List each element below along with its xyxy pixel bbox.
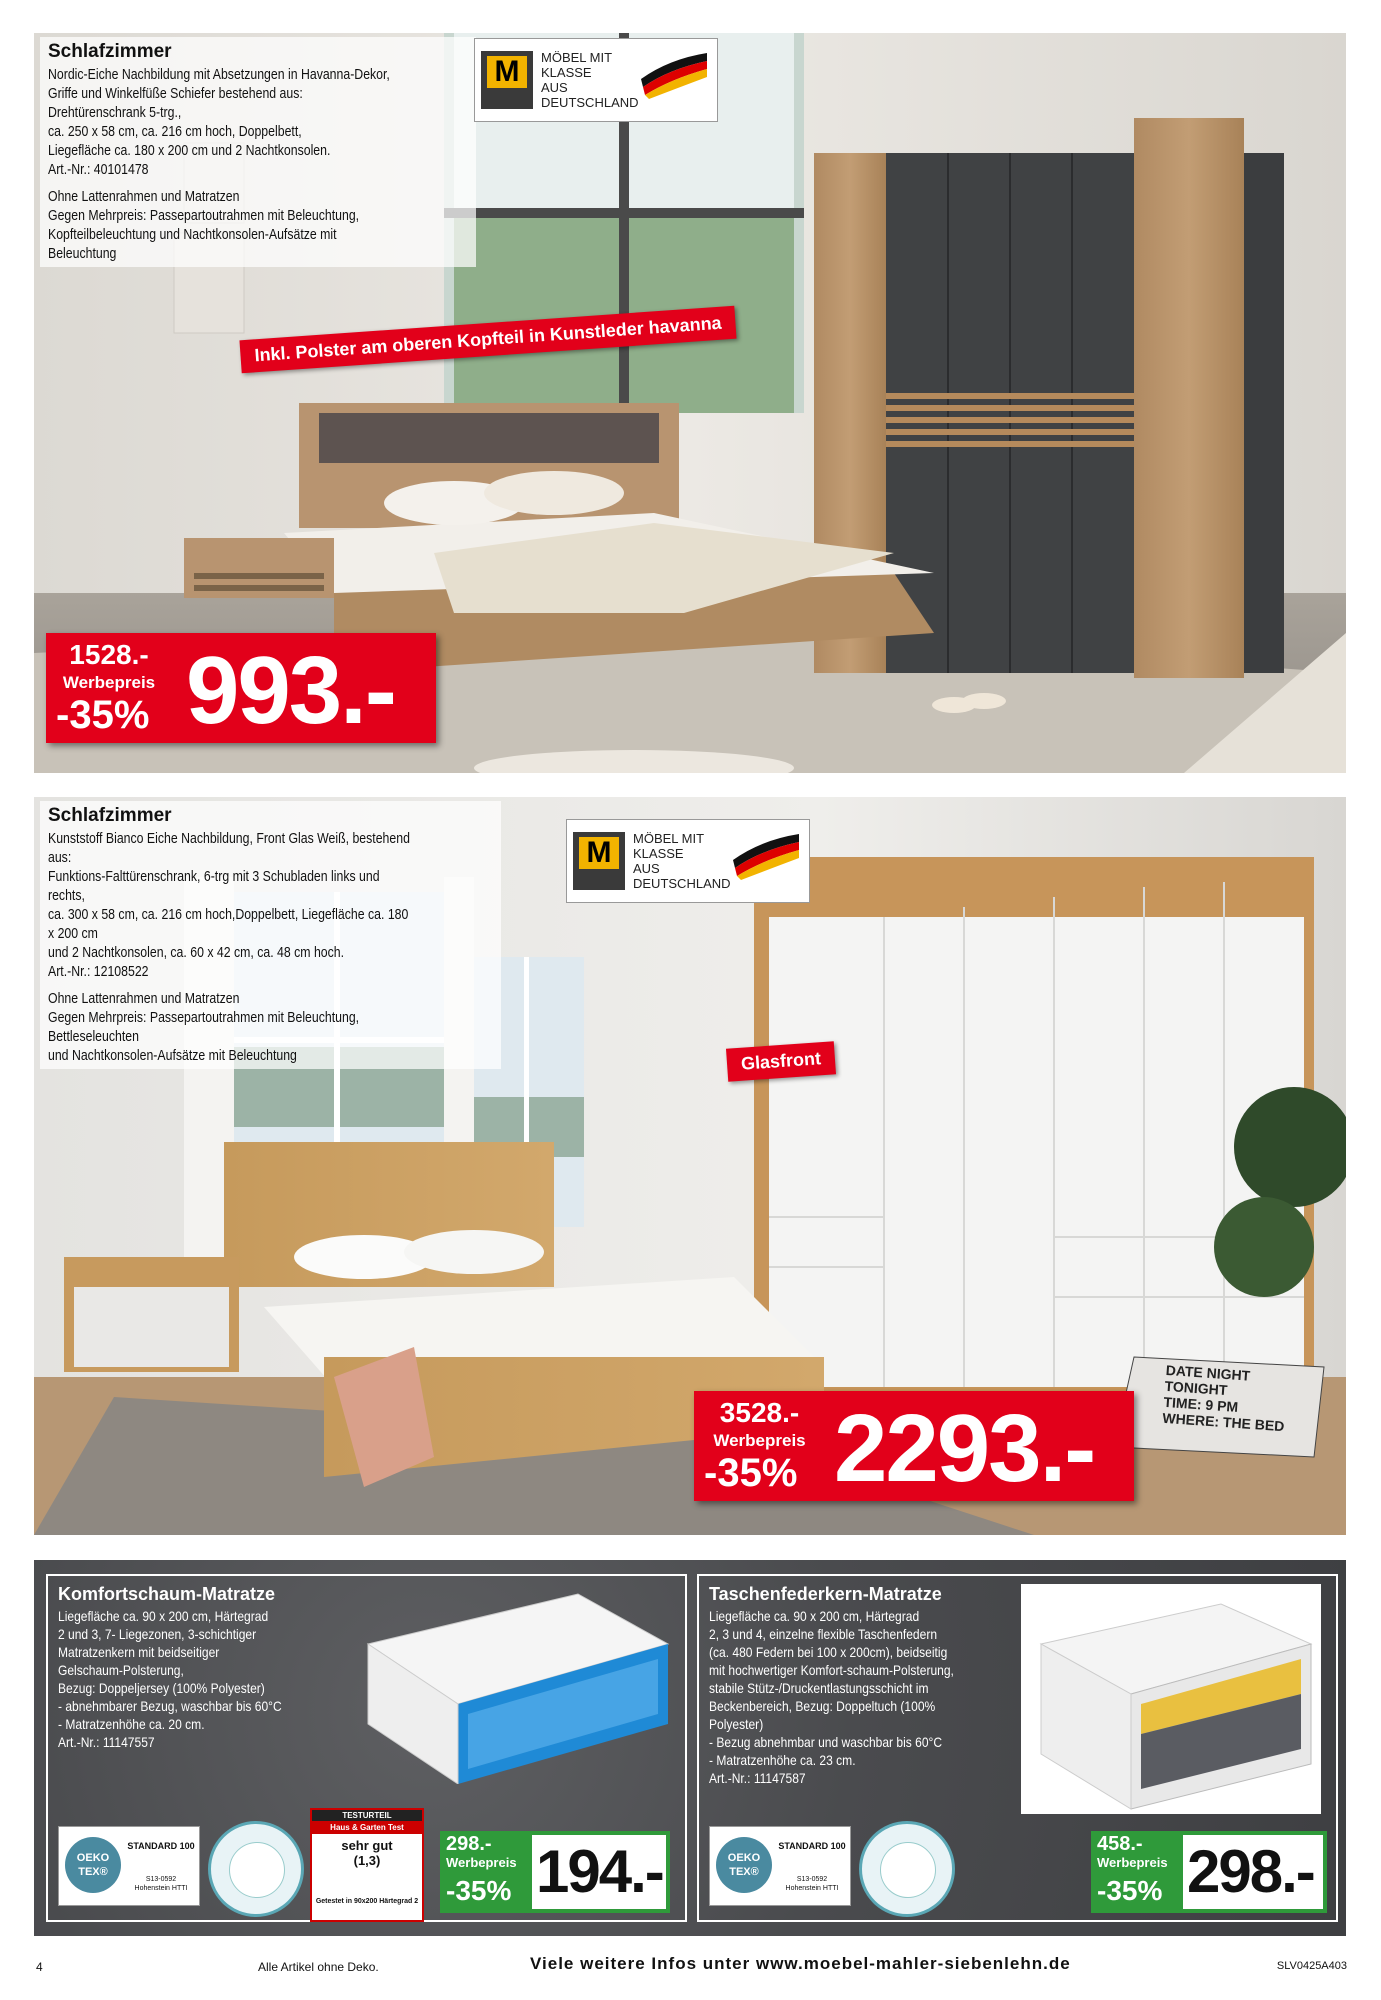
mattress1-price-box bbox=[440, 1831, 670, 1913]
mattress2-text bbox=[709, 1584, 1009, 1787]
desc-line: Gegen Mehrpreis: Passepartoutrahmen mit Beleuchtung, Bettleseleuchten bbox=[48, 1009, 360, 1045]
price-label: Werbepreis bbox=[62, 673, 156, 692]
mattress1-title: Komfortschaum-Matratze bbox=[58, 1584, 276, 1604]
pocket-spring-mattress-image bbox=[1021, 1584, 1321, 1814]
bedroom1-panel bbox=[34, 33, 1346, 773]
bedroom2-title: Schlafzimmer bbox=[48, 805, 172, 826]
desc-line: Griffe und Winkelfüße Schiefer bestehend aus: Drehtürenschrank 5-trg., bbox=[48, 85, 303, 121]
bedroom2-price-box bbox=[694, 1391, 1134, 1501]
glassfront-banner: Glasfront bbox=[726, 1041, 836, 1081]
old-price: 3528.- bbox=[719, 1397, 800, 1428]
desc-line: Nordic-Eiche Nachbildung mit Absetzungen in Havanna-Dekor, bbox=[48, 66, 390, 83]
foam-mattress-image bbox=[348, 1584, 678, 1784]
desc-line: Bezug: Doppeljersey (100% Polyester) bbox=[58, 1680, 265, 1696]
new-price: 2293.- bbox=[834, 1395, 1095, 1502]
mattress2-desc bbox=[709, 1607, 967, 1787]
desc-line: ca. 300 x 58 cm, ca. 216 cm hoch,Doppelbett, Liegefläche ca. 180 x 200 cm bbox=[48, 906, 409, 942]
new-price: 194.- bbox=[536, 1838, 663, 1905]
old-price: 298.- bbox=[446, 1833, 492, 1855]
mattress1-card bbox=[46, 1574, 687, 1922]
oeko-tex-icon: OEKO TEX® bbox=[716, 1837, 772, 1893]
m-logo: M bbox=[573, 832, 625, 890]
desc-line: Matratzenkern mit beidseitiger bbox=[58, 1644, 220, 1660]
quality-seal-icon bbox=[208, 1821, 304, 1917]
desc-line: Art.-Nr.: 11147557 bbox=[58, 1734, 155, 1750]
page-number: 4 bbox=[36, 1960, 43, 1974]
old-price: 458.- bbox=[1097, 1833, 1143, 1855]
german-flag-swoosh-icon bbox=[639, 49, 709, 99]
desc-line: Liegefläche ca. 90 x 200 cm, Härtegrad bbox=[58, 1608, 269, 1624]
test-award: TESTURTEIL Haus & Garten Test sehr gut (1,3) Getestet in 90x200 Härtegrad 2 bbox=[310, 1808, 424, 1922]
footer-note: Alle Artikel ohne Deko. bbox=[258, 1960, 379, 1974]
old-price: 1528.- bbox=[69, 639, 149, 670]
oeko-standard: STANDARD 100 bbox=[127, 1841, 195, 1851]
desc-line: 2, 3 und 4, einzelne flexible Taschenfedern bbox=[709, 1626, 938, 1642]
desc-line: ca. 250 x 58 cm, ca. 216 cm hoch, Doppelbett, bbox=[48, 123, 302, 140]
bedroom1-title: Schlafzimmer bbox=[48, 41, 172, 62]
desc-line: Gelschaum-Polsterung, bbox=[58, 1662, 184, 1678]
desc-line: und 2 Nachtkonsolen, ca. 60 x 42 cm, ca. 48 cm hoch. bbox=[48, 944, 345, 961]
desc-line: - Matratzenhöhe ca. 23 cm. bbox=[709, 1752, 856, 1768]
desc-line: Beckenbereich, Bezug: Doppeltuch (100% Polyester) bbox=[709, 1698, 936, 1732]
footer-info: Viele weitere Infos unter www.moebel-mahler-siebenlehn.de bbox=[530, 1954, 1071, 1973]
desc-line: Liegefläche ca. 90 x 200 cm, Härtegrad bbox=[709, 1608, 920, 1624]
desc-line: und Nachtkonsolen-Aufsätze mit Beleuchtung bbox=[48, 1047, 297, 1064]
new-price: 298.- bbox=[1187, 1838, 1314, 1905]
desc-line: Art.-Nr.: 12108522 bbox=[48, 963, 149, 980]
oeko-code: S13-0592 Hohenstein HTTI bbox=[785, 1876, 839, 1892]
desc-line: 2 und 3, 7- Liegezonen, 3-schichtiger bbox=[58, 1626, 257, 1642]
desc-line: mit hochwertiger Komfort-schaum-Polsterung, bbox=[709, 1662, 954, 1678]
desc-line: Ohne Lattenrahmen und Matratzen bbox=[48, 188, 240, 205]
mattress2-title: Taschenfederkern-Matratze bbox=[709, 1584, 942, 1604]
desc-line: - abnehmbarer Bezug, waschbar bis 60°C bbox=[58, 1698, 282, 1714]
german-flag-swoosh-icon bbox=[731, 830, 801, 880]
bedroom2-panel bbox=[34, 797, 1346, 1535]
mattress2-price-box bbox=[1091, 1831, 1327, 1913]
made-in-germany-badge bbox=[474, 38, 718, 122]
price-label: Werbepreis bbox=[446, 1855, 517, 1870]
upholstery-banner: Inkl. Polster am oberen Kopfteil in Kunstleder havanna bbox=[239, 306, 736, 374]
badge-text: MÖBEL MIT KLASSE AUS DEUTSCHLAND bbox=[633, 831, 731, 891]
doormat-text: DATE NIGHT TONIGHT TIME: 9 PM WHERE: THE BED bbox=[1161, 1361, 1285, 1435]
oeko-standard: STANDARD 100 bbox=[778, 1841, 846, 1851]
mattress-panel bbox=[34, 1560, 1346, 1936]
desc-line: Art.-Nr.: 11147587 bbox=[709, 1770, 806, 1786]
new-price-box bbox=[1183, 1835, 1323, 1909]
bedroom1-price-box bbox=[46, 633, 436, 743]
mattress2-card bbox=[697, 1574, 1338, 1922]
mattress1-text bbox=[58, 1584, 348, 1751]
mattress1-desc bbox=[58, 1607, 307, 1751]
desc-line: (ca. 480 Federn bei 100 x 200cm), beidseitig bbox=[709, 1644, 948, 1660]
footer-code: SLV0425A403 bbox=[1276, 1960, 1347, 1972]
discount: -35% bbox=[1097, 1875, 1163, 1906]
made-in-germany-badge bbox=[566, 819, 810, 903]
bedroom1-text bbox=[40, 37, 476, 267]
price-label: Werbepreis bbox=[713, 1431, 806, 1450]
desc-line: Funktions-Falttürenschrank, 6-trg mit 3 Schubladen links und rechts, bbox=[48, 868, 380, 904]
desc-line: Gegen Mehrpreis: Passepartoutrahmen mit Beleuchtung, bbox=[48, 207, 360, 224]
desc-line: - Matratzenhöhe ca. 20 cm. bbox=[58, 1716, 205, 1732]
price-label: Werbepreis bbox=[1097, 1855, 1168, 1870]
desc-line: Kopfteilbeleuchtung und Nachtkonsolen-Aufsätze mit Beleuchtung bbox=[48, 226, 337, 262]
bedroom2-desc bbox=[48, 829, 413, 1065]
new-price: 993.- bbox=[186, 637, 395, 744]
bedroom2-text bbox=[40, 801, 501, 1069]
bedroom1-desc bbox=[48, 65, 392, 263]
quality-seal-icon bbox=[859, 1821, 955, 1917]
desc-line: Art.-Nr.: 40101478 bbox=[48, 161, 149, 178]
m-logo: M bbox=[481, 51, 533, 109]
desc-line: - Bezug abnehmbar und waschbar bis 60°C bbox=[709, 1734, 943, 1750]
discount: -35% bbox=[56, 693, 150, 737]
discount: -35% bbox=[704, 1451, 798, 1495]
desc-line: stabile Stütz-/Druckentlastungsschicht im bbox=[709, 1680, 929, 1696]
badge-text: MÖBEL MIT KLASSE AUS DEUTSCHLAND bbox=[541, 50, 639, 110]
oeko-code: S13-0592 Hohenstein HTTI bbox=[134, 1876, 188, 1892]
desc-line: Ohne Lattenrahmen und Matratzen bbox=[48, 990, 240, 1007]
discount: -35% bbox=[446, 1875, 512, 1906]
oeko-tex-icon: OEKO TEX® bbox=[65, 1837, 121, 1893]
new-price-box bbox=[532, 1835, 666, 1909]
oeko-tex-label bbox=[709, 1826, 851, 1906]
desc-line: Kunststoff Bianco Eiche Nachbildung, Front Glas Weiß, bestehend aus: bbox=[48, 830, 410, 866]
oeko-tex-label bbox=[58, 1826, 200, 1906]
desc-line: Liegefläche ca. 180 x 200 cm und 2 Nachtkonsolen. bbox=[48, 142, 331, 159]
